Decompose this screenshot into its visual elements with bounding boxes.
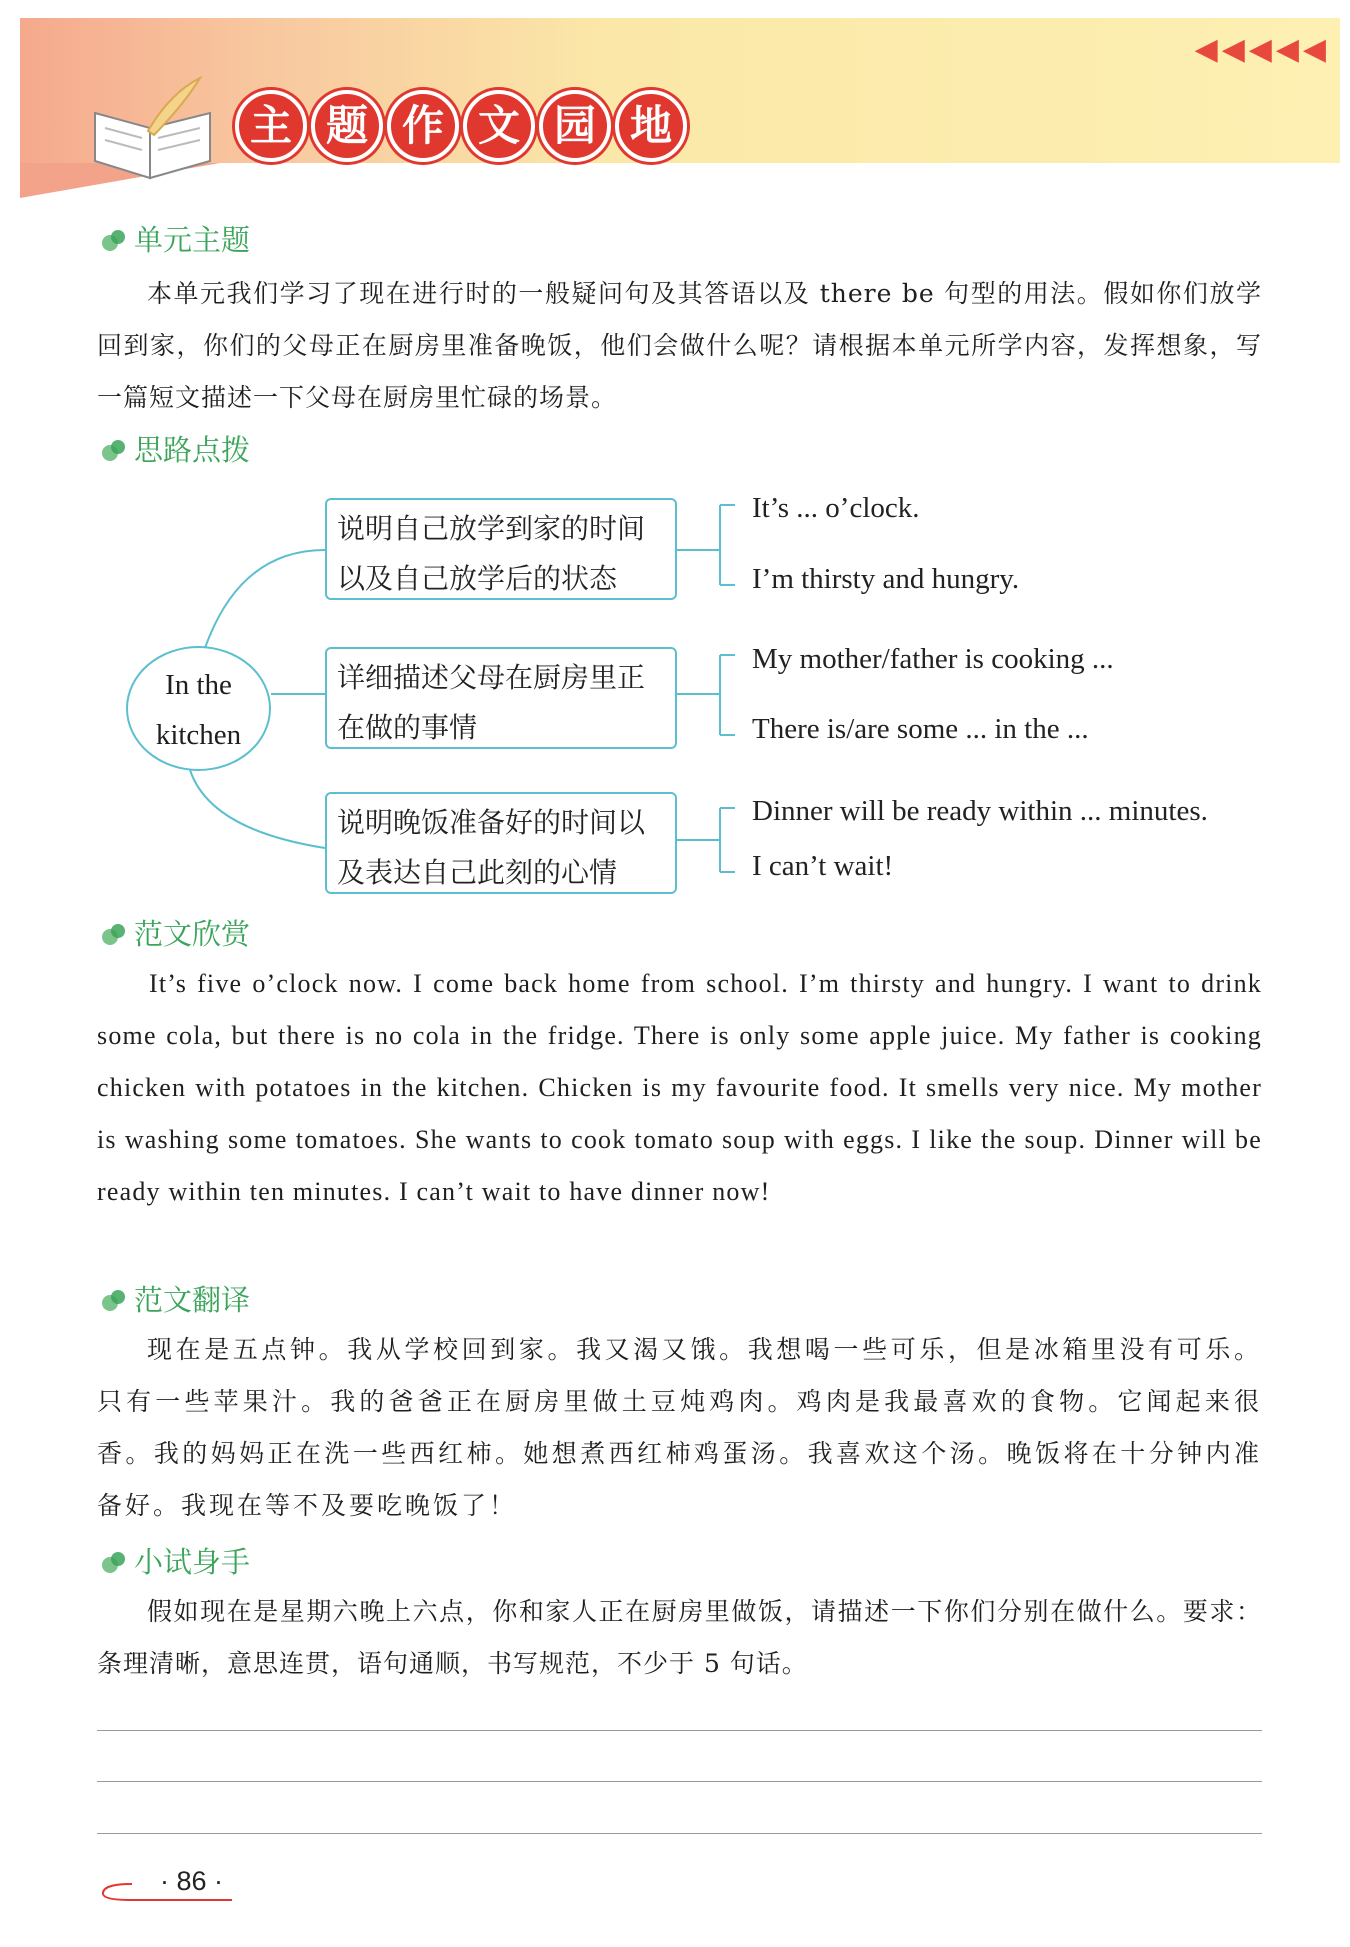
branch-sentence: My mother/father is cooking ... bbox=[752, 643, 1114, 675]
branch-sentence: I can’t wait! bbox=[752, 850, 894, 882]
practice-heading bbox=[100, 1540, 250, 1581]
ideas-heading bbox=[100, 428, 250, 469]
sample-heading bbox=[100, 912, 250, 953]
title-char: 作 bbox=[387, 90, 459, 162]
branch-sentence: Dinner will be ready within ... minutes. bbox=[752, 795, 1208, 827]
branch-box-line: 详细描述父母在厨房里正 bbox=[337, 661, 646, 694]
title-char: 地 bbox=[615, 90, 687, 162]
title-char: 文 bbox=[463, 90, 535, 162]
branch-box-line: 及表达自己此刻的心情 bbox=[337, 856, 618, 889]
branch-box-line: 说明自己放学到家的时间 bbox=[337, 512, 646, 545]
translation-heading-label: 范文翻译 bbox=[134, 1283, 251, 1317]
leaf-bullet-icon bbox=[100, 1285, 128, 1313]
center-node-line: kitchen bbox=[155, 719, 242, 751]
translation-heading bbox=[100, 1278, 250, 1319]
section-title bbox=[235, 90, 687, 162]
title-char: 题 bbox=[311, 90, 383, 162]
title-char: 主 bbox=[235, 90, 307, 162]
branch-box-line: 说明晚饭准备好的时间以 bbox=[337, 806, 646, 839]
translation-text: 现在是五点钟。我从学校回到家。我又渴又饿。我想喝一些可乐，但是冰箱里没有可乐。只有一些苹果汁。我的爸爸正在厨房里做土豆炖鸡肉。鸡肉是我最喜欢的食物。它闻起来很香。我的妈妈正在洗一些西红柿。她想煮西红柿鸡蛋汤。我喜欢这个汤。晚饭将在十分钟内准备好。我现在等不及要吃晚饭了！ bbox=[97, 1335, 1262, 1520]
practice-heading-label: 小试身手 bbox=[134, 1545, 251, 1579]
branch-box-3 bbox=[325, 792, 677, 894]
theme-text: 本单元我们学习了现在进行时的一般疑问句及其答语以及 there be 句型的用法。假如你们放学回到家，你们的父母正在厨房里准备晚饭，他们会做什么呢？请根据本单元所学内容，发挥想象，写一篇短文描述一下父母在厨房里忙碌的场景。 bbox=[97, 279, 1262, 412]
theme-heading-label: 单元主题 bbox=[134, 223, 251, 257]
branch-box-line: 在做的事情 bbox=[337, 711, 478, 744]
sample-essay-text: It’s five o’clock now. I come back home from school. I’m thirsty and hungry. I want to drink some cola, but there is no cola in the fridge. There is only some apple juice. My father is cooking chicken with potatoes in the kitchen. Chicken is my favourite food. It smells very nice. My mother is washing some tomatoes. She wants to cook tomato soup with eggs. I like the soup. Dinner will be ready within ten minutes. I can’t wait to have dinner now! bbox=[97, 969, 1262, 1206]
theme-heading bbox=[100, 218, 250, 259]
leaf-bullet-icon bbox=[100, 435, 128, 463]
branch-box-line: 以及自己放学后的状态 bbox=[337, 562, 618, 595]
branch-sentence: It’s ... o’clock. bbox=[752, 492, 920, 524]
leaf-bullet-icon bbox=[100, 919, 128, 947]
mind-map bbox=[0, 470, 1350, 910]
branch-box-1 bbox=[325, 498, 677, 600]
page-number: · 86 · bbox=[160, 1866, 224, 1896]
leaf-bullet-icon bbox=[100, 225, 128, 253]
center-node bbox=[126, 646, 271, 771]
practice-text: 假如现在是星期六晚上六点，你和家人正在厨房里做饭，请描述一下你们分别在做什么。要求：条理清晰，意思连贯，语句通顺，书写规范，不少于 5 句话。 bbox=[97, 1597, 1262, 1678]
branch-sentence: There is/are some ... in the ... bbox=[752, 713, 1089, 745]
writing-line[interactable] bbox=[97, 1833, 1262, 1834]
title-char: 园 bbox=[539, 90, 611, 162]
writing-line[interactable] bbox=[97, 1781, 1262, 1782]
branch-box-2 bbox=[325, 647, 677, 749]
branch-sentence: I’m thirsty and hungry. bbox=[752, 563, 1020, 595]
center-node-line: In the bbox=[165, 669, 232, 701]
ideas-heading-label: 思路点拨 bbox=[134, 433, 251, 467]
open-book-icon bbox=[90, 73, 220, 183]
leaf-bullet-icon bbox=[100, 1547, 128, 1575]
writing-line[interactable] bbox=[97, 1730, 1262, 1731]
arrows-decoration: ◀◀◀◀◀ bbox=[1194, 32, 1330, 67]
sample-heading-label: 范文欣赏 bbox=[134, 917, 251, 951]
page-header bbox=[20, 18, 1340, 198]
